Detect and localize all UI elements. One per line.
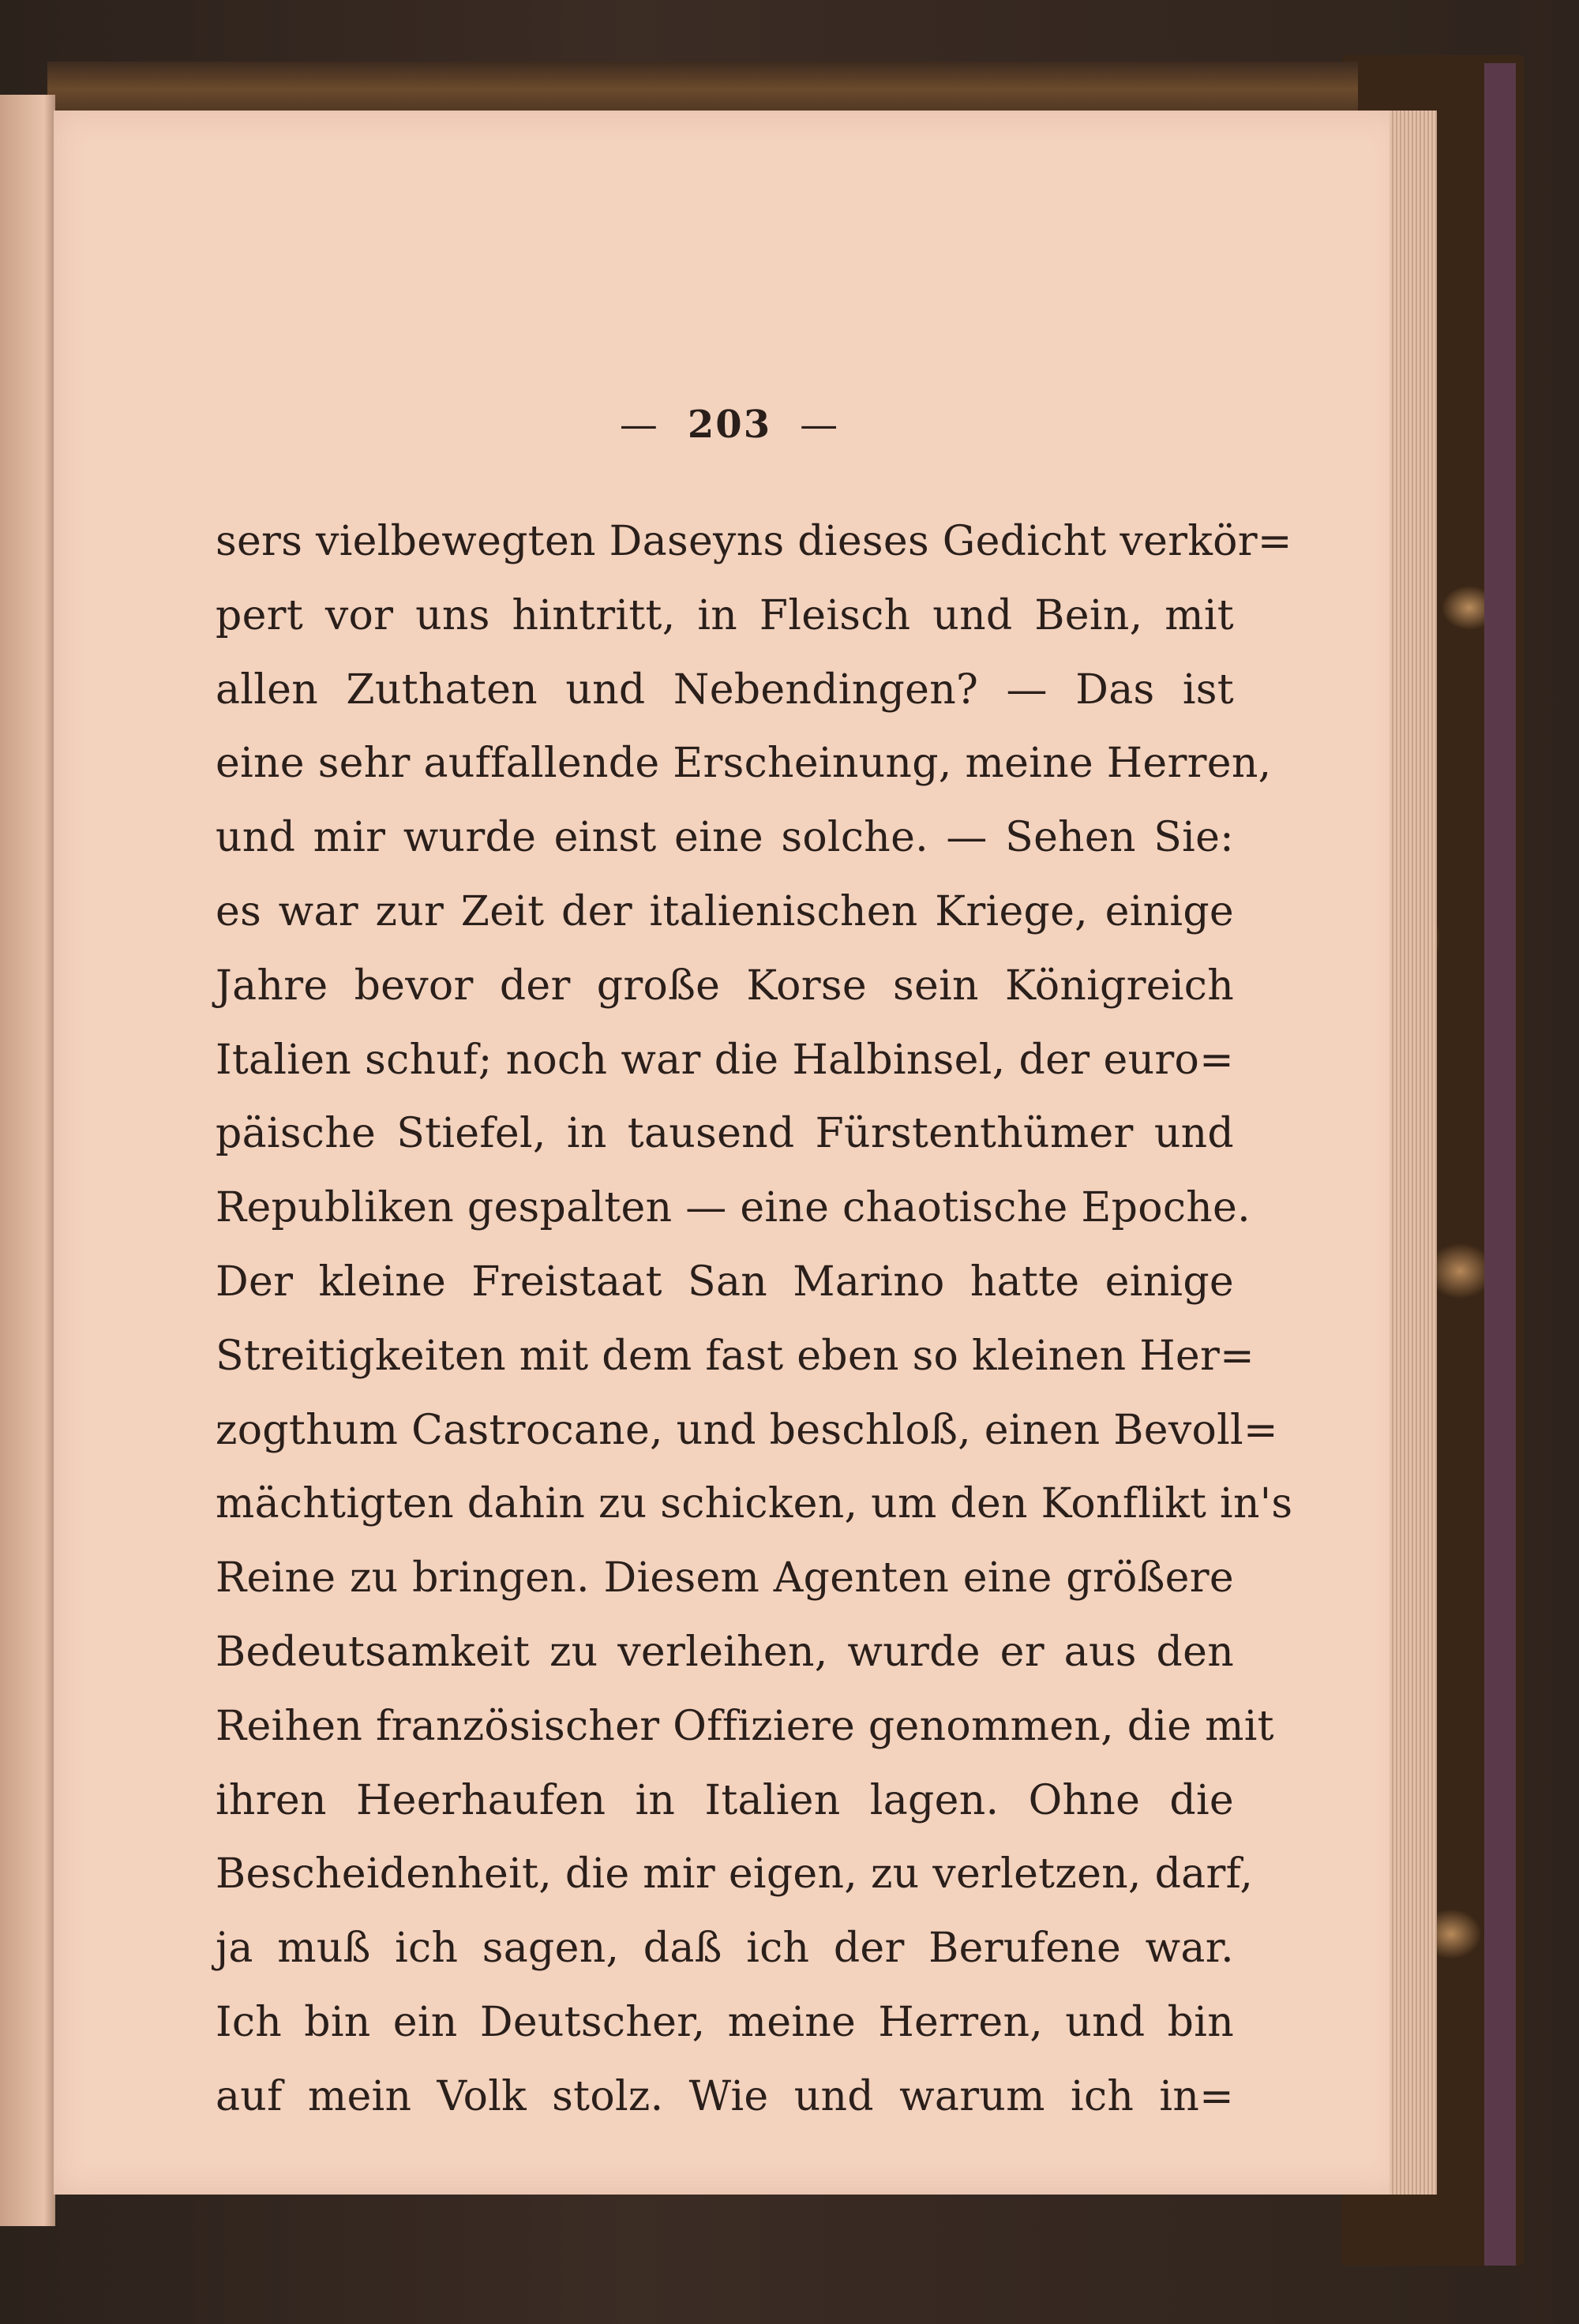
text-line: Ich bin ein Deutscher, meine Herren, und bin [216, 1998, 1234, 2046]
text-line: Reine zu bringen. Diesem Agenten eine größere [216, 1554, 1234, 1602]
text-line: allen Zuthaten und Nebendingen? — Das ist [216, 665, 1234, 714]
text-line: Republiken gespalten — eine chaotische Epoche. [216, 1184, 1251, 1232]
text-line: auf mein Volk stolz. Wie und warum ich in= [216, 2072, 1234, 2120]
text-line: ihren Heerhaufen in Italien lagen. Ohne die [216, 1776, 1234, 1824]
text-line: eine sehr auffallende Erscheinung, meine Herren, [216, 740, 1272, 788]
text-line: Reihen französischer Offiziere genommen, die mit [216, 1702, 1274, 1750]
text-line: zogthum Castrocane, und beschloß, einen Bevoll= [216, 1406, 1278, 1454]
dash-left: — [619, 403, 659, 447]
text-line: pert vor uns hintritt, in Fleisch und Bein, mit [216, 591, 1234, 639]
text-line: päische Stiefel, in tausend Fürstenthümer und [216, 1110, 1234, 1158]
page-number-header [54, 403, 1405, 447]
cover-spine-edge [1484, 63, 1516, 2266]
text-line: Streitigkeiten mit dem fast eben so kleinen Her= [216, 1332, 1255, 1380]
dash-right: — [800, 403, 840, 447]
facing-page-edge [0, 95, 55, 2226]
book-page [54, 111, 1405, 2195]
page-number: 203 [687, 403, 772, 447]
page-body-text [216, 505, 1293, 2135]
text-line: Der kleine Freistaat San Marino hatte einige [216, 1258, 1234, 1306]
text-line: Italien schuf; noch war die Halbinsel, der euro= [216, 1036, 1234, 1084]
text-line: es war zur Zeit der italienischen Kriege, einige [216, 887, 1234, 935]
book-top-edge [47, 62, 1358, 117]
text-line: Bescheidenheit, die mir eigen, zu verletzen, darf, [216, 1850, 1254, 1899]
text-line: sers vielbewegten Daseyns dieses Gedicht verkör= [216, 518, 1292, 565]
text-line: Bedeutsamkeit zu verleihen, wurde er aus den [216, 1628, 1234, 1676]
text-line: mächtigten dahin zu schicken, um den Konflikt in's [216, 1480, 1293, 1528]
page-block-edges [1390, 111, 1437, 2195]
text-line: ja muß ich sagen, daß ich der Berufene war. [216, 1925, 1234, 1973]
text-line: und mir wurde einst eine solche. — Sehen Sie: [216, 814, 1234, 862]
text-line: Jahre bevor der große Korse sein Königreich [216, 961, 1234, 1010]
